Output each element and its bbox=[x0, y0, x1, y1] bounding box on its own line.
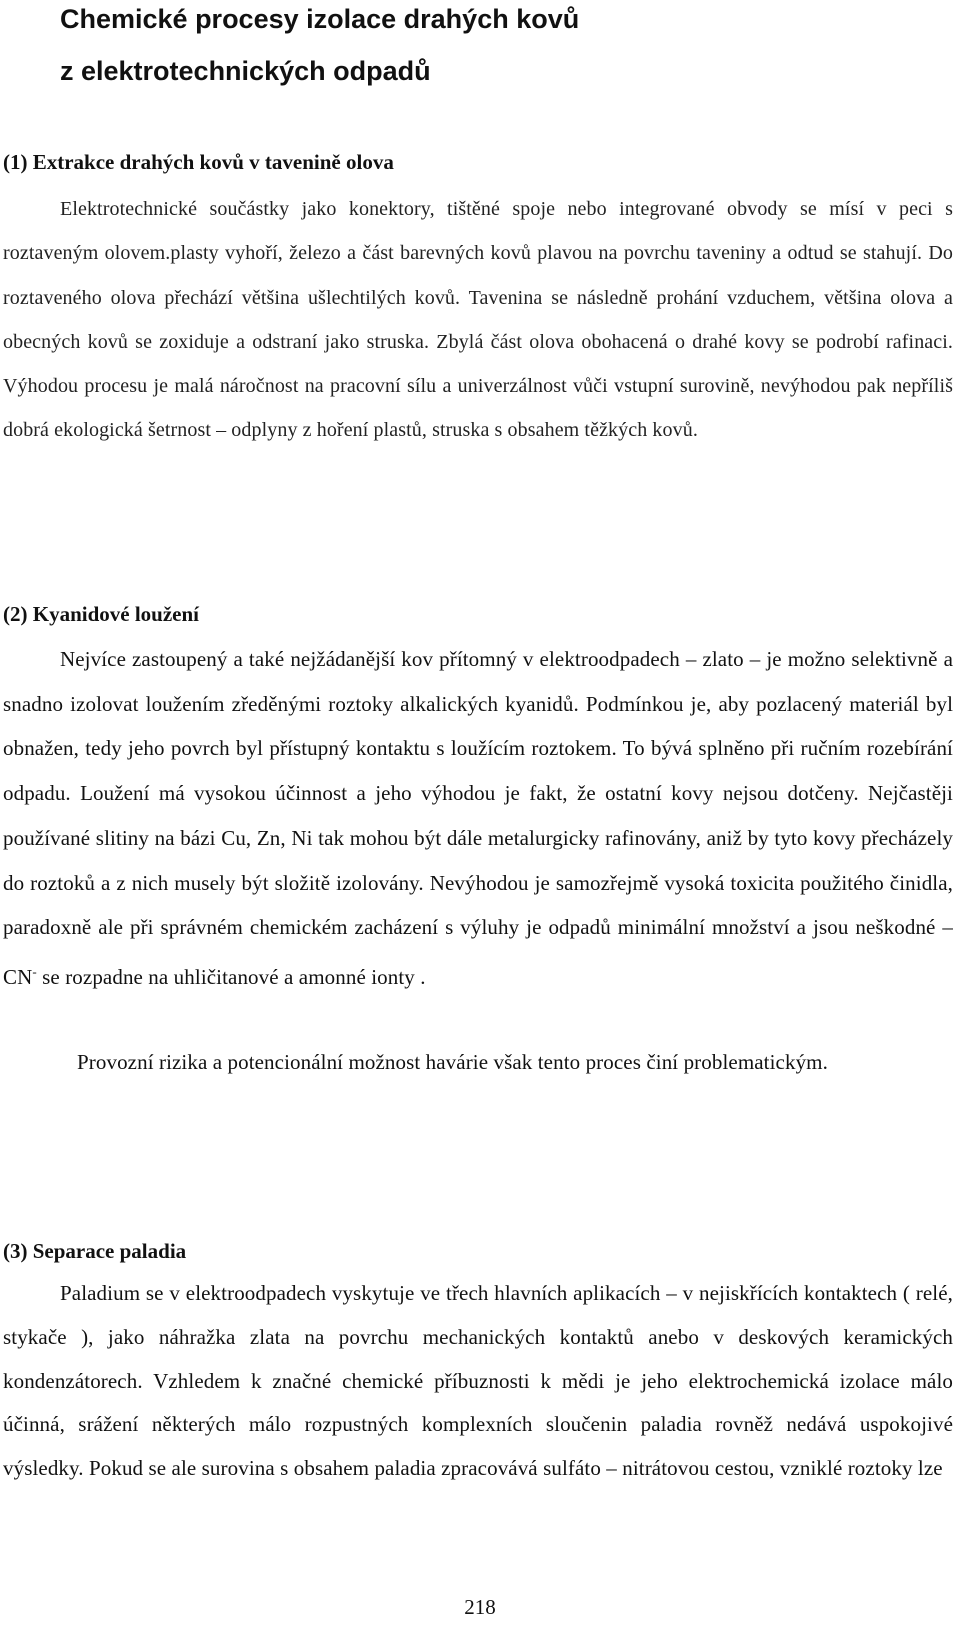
section-1-heading: (1) Extrakce drahých kovů v tavenině olova bbox=[3, 150, 394, 174]
section-2-paragraph bbox=[3, 637, 953, 1000]
section-1-paragraph: Elektrotechnické součástky jako konektory, tištěné spoje nebo integrované obvody se mísí v peci s roztaveným olovem.plasty vyhoří, železo a část barevných kovů plavou na povrchu taveniny a odtud se stahují. Do roztaveného olova přechází většina ušlechtilých kovů. Tavenina se následně prohání vzduchem, většina olova a obecných kovů se zoxiduje a odstraní jako struska. Zbylá část olova obohacená o drahé kovy se podrobí rafinaci. Výhodou procesu je malá náročnost na pracovní sílu a univerzálnost vůči vstupní surovině, nevýhodou pak nepříliš dobrá ekologická šetrnost – odplyny z hoření plastů, struska s obsahem těžkých kovů. bbox=[3, 198, 953, 442]
section-2-paragraph-2: Provozní rizika a potencionální možnost havárie však tento proces činí problematickým. bbox=[77, 1050, 828, 1074]
section-2-paragraph-text-b: se rozpadne na uhličitanové a amonné ionty . bbox=[36, 964, 426, 989]
document-title-line-2: z elektrotechnických odpadů bbox=[60, 56, 431, 86]
page-number: 218 bbox=[464, 1595, 496, 1619]
section-2-paragraph-text-a: Nejvíce zastoupený a také nejžádanější kov přítomný v elektroodpadech – zlato – je možno selektivně a snadno izolovat loužením zředěnými roztoky alkalických kyanidů. Podmínkou je, aby pozlacený materiál byl obnažen, tedy jeho povrch byl přístupný kontaktu s loužícím roztokem. To bývá splněno při ručním rozebírání odpadu. Loužení má vysokou účinnost a jeho výhodou je fakt, že ostatní kovy nejsou dotčeny. Nejčastěji používané slitiny na bázi Cu, Zn, Ni tak mohou být dále metalurgicky rafinovány, aniž by tyto kovy přecházely do roztoků a z nich musely být složitě izolovány. Nevýhodou je samozřejmě vysoká toxicita použitého činidla, paradoxně ale při správném chemickém zacházení s výluhy je odpadů minimální množství a jsou neškodné – CN bbox=[3, 647, 953, 989]
cyanide-charge-superscript: - bbox=[32, 963, 37, 979]
section-3-paragraph: Paladium se v elektroodpadech vyskytuje ve třech hlavních aplikacích – v nejiskřících kontaktech ( relé, stykače ), jako náhražka zlata na povrchu mechanických kontaktů anebo v deskových keramických kondenzátorech. Vzhledem k značné chemické příbuznosti k mědi je jeho elektrochemická izolace málo účinná, srážení některých málo rozpustných komplexních sloučenin paladia rovněž nedává uspokojivé výsledky. Pokud se ale surovina s obsahem paladia zpracovává sulfáto – nitrátovou cestou, vzniklé roztoky lze bbox=[3, 1281, 953, 1481]
document-title-line-1: Chemické procesy izolace drahých kovů bbox=[60, 4, 580, 34]
section-2-heading: (2) Kyanidové loužení bbox=[3, 602, 200, 626]
section-3-heading: (3) Separace paladia bbox=[3, 1239, 187, 1263]
